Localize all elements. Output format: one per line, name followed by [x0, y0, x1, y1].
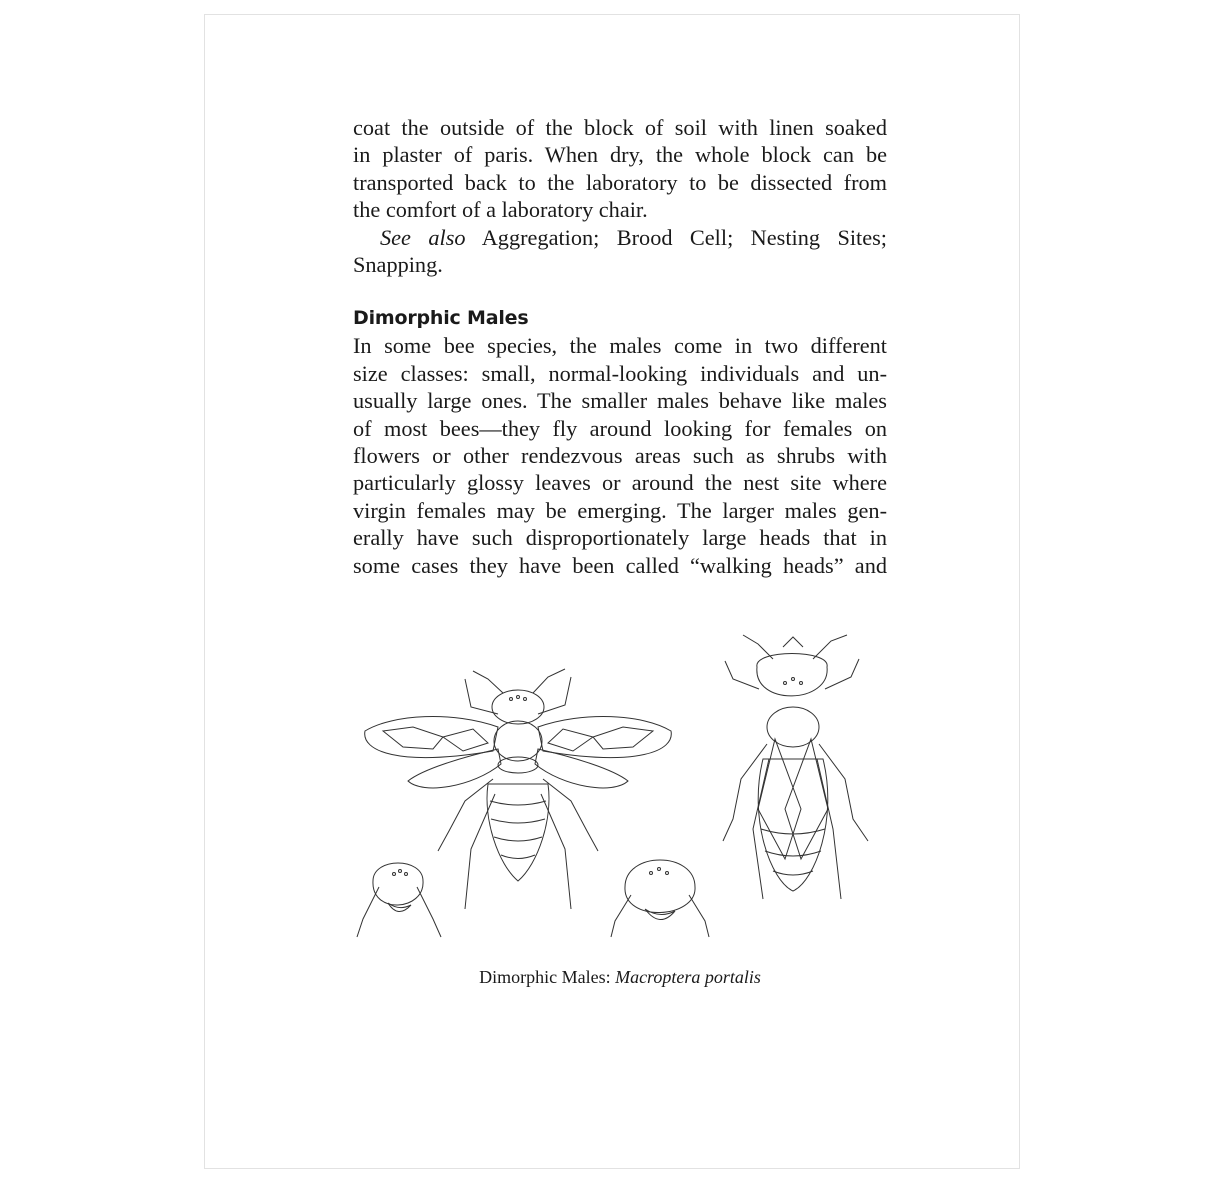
see-also-line	[353, 224, 887, 251]
text-line: in plaster of paris. When dry, the whole block can be	[353, 142, 887, 168]
text-line: coat the outside of the block of soil with linen soaked	[353, 115, 887, 140]
see-also-refs: Aggregation; Brood Cell; Nesting Sites;	[465, 224, 888, 250]
small-male-head-front	[357, 863, 441, 937]
small-male-dorsal	[365, 669, 672, 909]
text-line: some cases they have been called “walking heads” and	[353, 552, 887, 578]
book-page	[204, 14, 1020, 1169]
figure-caption	[353, 967, 887, 988]
text-line: usually large ones. The smaller males behave like males	[353, 388, 887, 414]
text-line: flowers or other rendezvous areas such as shrubs with	[353, 443, 887, 469]
caption-prefix: Dimorphic Males:	[479, 967, 616, 987]
bee-illustration	[353, 619, 889, 939]
body-text	[353, 114, 887, 579]
large-male-dorsal	[723, 635, 868, 899]
text-line: particularly glossy leaves or around the nest site where	[353, 470, 887, 496]
text-line: virgin females may be emerging. The larger males gen-	[353, 497, 887, 523]
large-male-head-front	[611, 860, 709, 937]
text-line: size classes: small, normal-looking individuals and un-	[353, 360, 887, 386]
text-line: In some bee species, the males come in two different	[353, 333, 887, 359]
text-line: the comfort of a laboratory chair.	[353, 197, 648, 223]
text-line: of most bees—they fly around looking for females on	[353, 415, 887, 441]
text-line: transported back to the laboratory to be dissected from	[353, 169, 887, 195]
see-also-label: See also	[380, 224, 466, 250]
caption-species: Macroptera portalis	[615, 967, 761, 987]
section-heading: Dimorphic Males	[353, 307, 529, 330]
text-line: erally have such disproportionately large heads that in	[353, 525, 887, 551]
see-also-continuation: Snapping.	[353, 252, 443, 278]
